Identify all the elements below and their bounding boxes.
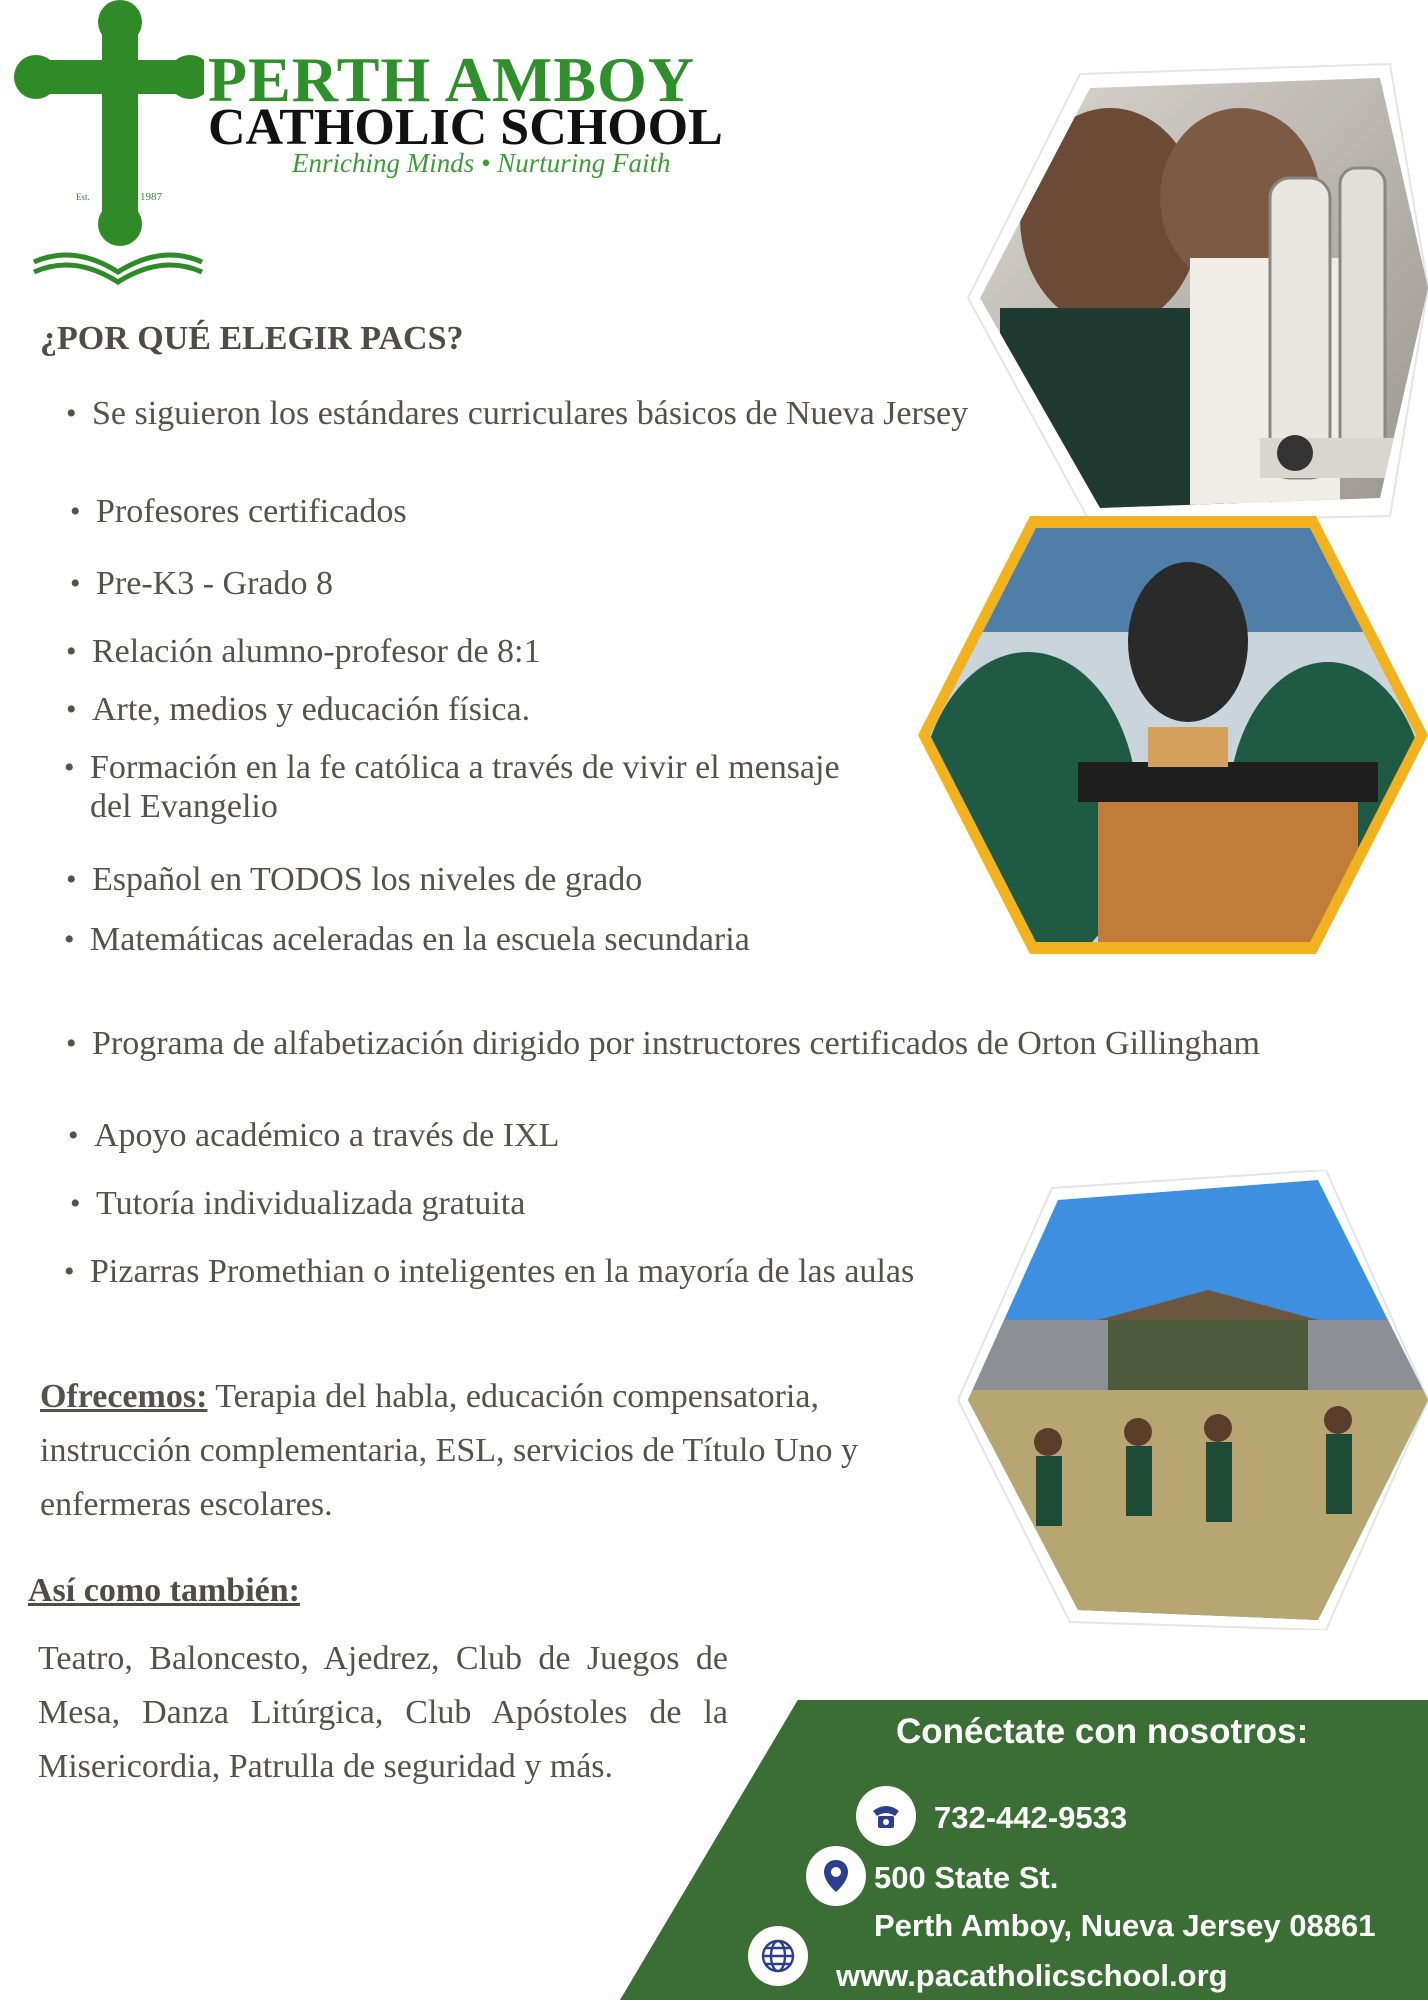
location-pin-icon <box>806 1846 866 1906</box>
contact-address-line2: Perth Amboy, Nueva Jersey 08861 <box>874 1908 1376 1943</box>
school-name-line2: CATHOLIC SCHOOL <box>208 99 723 156</box>
phone-icon <box>856 1786 916 1846</box>
bullet-icon: • <box>70 567 81 600</box>
why-headline: ¿POR QUÉ ELEGIR PACS? <box>40 320 464 357</box>
contact-website-link[interactable]: www.pacatholicschool.org <box>836 1958 1228 1993</box>
list-item: • Arte, medios y educación física. <box>66 691 531 728</box>
bullet-icon: • <box>70 495 81 528</box>
list-item: • Relación alumno-profesor de 8:1 <box>66 633 541 670</box>
list-item: • Profesores certificados <box>70 493 407 530</box>
list-item: • Apoyo académico a través de IXL <box>68 1117 560 1154</box>
logo-year: 1987 <box>140 191 162 203</box>
bullet-icon: • <box>66 397 77 430</box>
bullet-icon: • <box>64 751 75 784</box>
bullet-icon: • <box>66 635 77 668</box>
list-item: • Programa de alfabetización dirigido por instructores certificados de Orton Gillingham <box>66 1025 1260 1062</box>
list-item: • Español en TODOS los niveles de grado <box>66 861 643 898</box>
globe-icon <box>748 1926 808 1986</box>
bullet-icon: • <box>64 1255 75 1288</box>
open-book-icon <box>34 255 202 282</box>
bullet-icon: • <box>66 1027 77 1060</box>
list-item: • Se siguieron los estándares curriculares básicos de Nueva Jersey <box>66 395 969 432</box>
bullet-icon: • <box>64 923 75 956</box>
list-item: • Pre-K3 - Grado 8 <box>70 565 333 602</box>
bullet-icon: • <box>66 693 77 726</box>
cross-logo-icon <box>14 0 204 246</box>
offer-label: Ofrecemos: <box>40 1378 208 1415</box>
school-logo <box>14 0 204 290</box>
bullet-icon: • <box>68 1119 79 1152</box>
school-tagline: Enriching Minds • Nurturing Faith <box>292 148 671 178</box>
extras-title: Así como también: <box>28 1572 300 1609</box>
extras-paragraph: Teatro, Baloncesto, Ajedrez, Club de Juegos de Mesa, Danza Litúrgica, Club Apóstoles de la Misericordia, Patrulla de seguridad y más. <box>38 1640 728 1785</box>
school-name-line1: PERTH AMBOY <box>208 44 695 115</box>
offer-text: Terapia del habla, educación compensatoria, instrucción complementaria, ESL, servicios de Título Uno y enfermeras escolares. <box>40 1378 859 1523</box>
playground-photo <box>958 1170 1428 1630</box>
contact-phone[interactable]: 732-442-9533 <box>934 1800 1128 1835</box>
microscope-photo <box>960 58 1428 528</box>
offer-paragraph <box>40 1370 920 1532</box>
list-item: • Tutoría individualizada gratuita <box>70 1185 526 1222</box>
list-item: • Matemáticas aceleradas en la escuela secundaria <box>64 921 750 958</box>
contact-title: Conéctate con nosotros: <box>896 1712 1309 1751</box>
list-item: • Formación en la fe católica a través de vivir el mensaje del Evangelio <box>64 749 840 825</box>
chess-photo <box>918 512 1428 958</box>
bullet-icon: • <box>66 863 77 896</box>
contact-address-line1: 500 State St. <box>874 1860 1059 1895</box>
list-item: • Pizarras Promethian o inteligentes en la mayoría de las aulas <box>64 1253 915 1290</box>
bullet-icon: • <box>70 1187 81 1220</box>
logo-est: Est. <box>76 192 90 202</box>
